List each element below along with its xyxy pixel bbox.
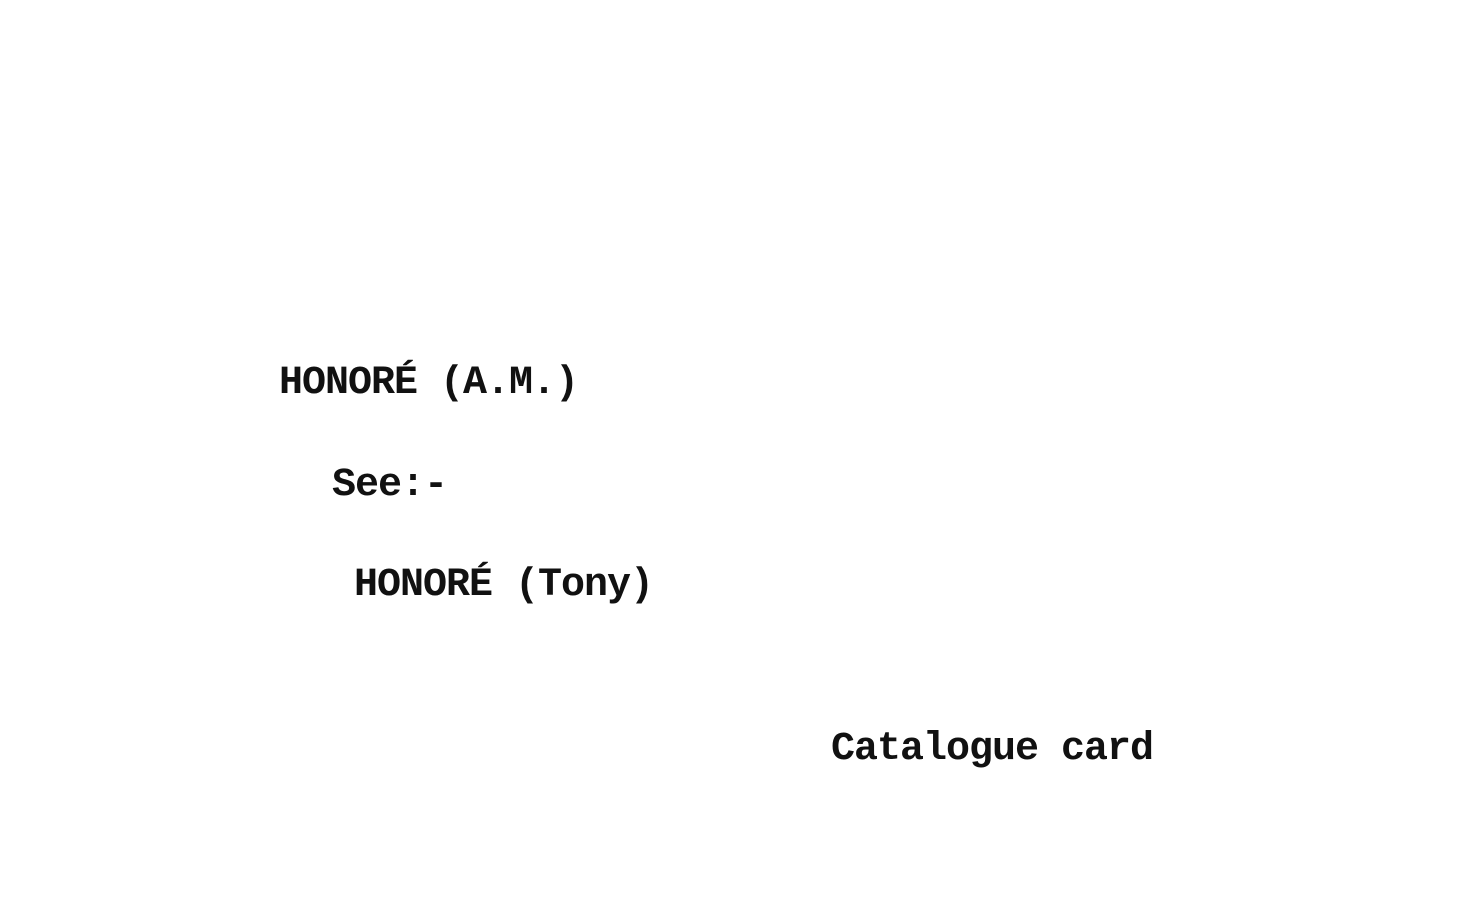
cross-reference-entry: HONORÉ (Tony) xyxy=(354,563,654,608)
see-reference-label: See:- xyxy=(332,463,448,508)
card-type-label: Catalogue card xyxy=(831,727,1154,772)
card-heading: HONORÉ (A.M.) xyxy=(279,361,579,406)
